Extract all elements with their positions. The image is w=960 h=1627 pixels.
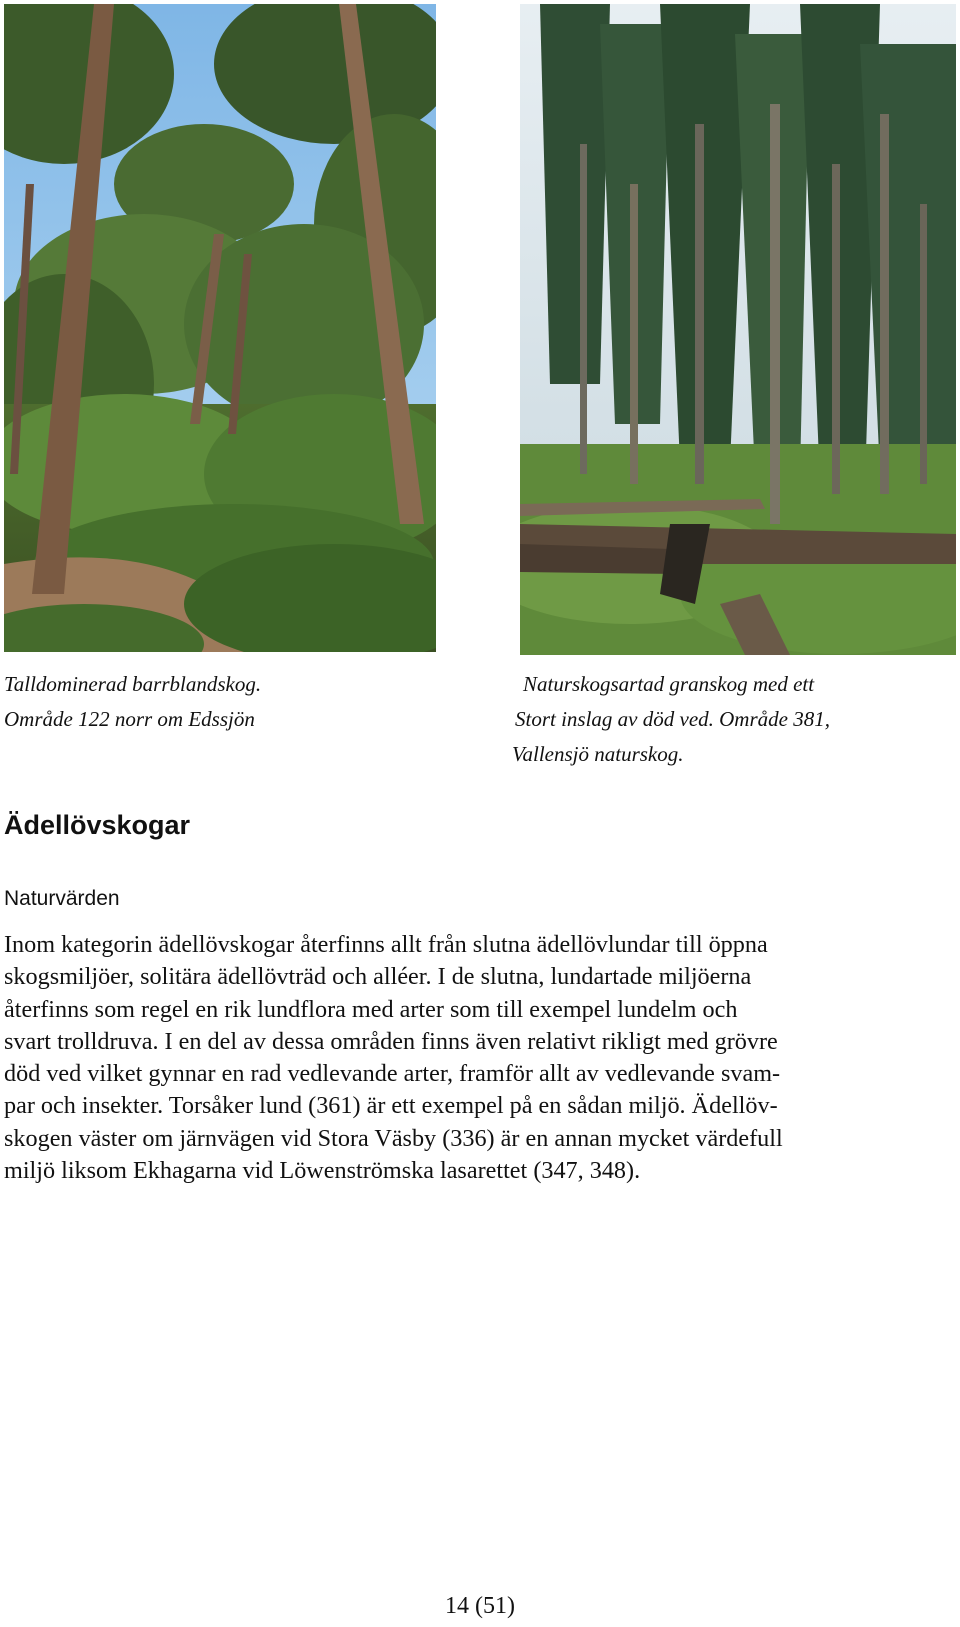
caption-line: Talldominerad barrblandskog. [4, 672, 262, 696]
photo-caption-right [512, 667, 830, 772]
caption-line: Område 122 norr om Edssjön [4, 707, 255, 731]
pine-forest-image [4, 4, 436, 652]
section-subheading: Naturvärden [4, 887, 120, 910]
photo-caption-left [4, 667, 261, 737]
section-heading: Ädellövskogar [4, 810, 191, 840]
paragraph-line: död ved vilket gynnar en rad vedlevande arter, framför allt av vedlevande svam- [4, 1060, 781, 1088]
paragraph-line: återfinns som regel en rik lundflora med arter som till exempel lundelm och [4, 995, 738, 1023]
paragraph-line: skogsmiljöer, solitära ädellövträd och alléer. I de slutna, lundartade miljöerna [4, 963, 752, 991]
caption-line: Vallensjö naturskog. [512, 742, 684, 766]
paragraph-line: miljö liksom Ekhagarna vid Löwenströmska lasarettet (347, 348). [4, 1157, 641, 1185]
paragraph-line: Inom kategorin ädellövskogar återfinns allt från slutna ädellövlundar till öppna [4, 931, 768, 958]
paragraph-line: svart trolldruva. I en del av dessa områden finns även relativt rikligt med grövre [4, 1027, 778, 1055]
spruce-forest-photo [520, 4, 956, 655]
caption-line: Stort inslag av död ved. Område 381, [515, 707, 830, 731]
page-number: 14 (51) [445, 1593, 515, 1619]
pine-forest-photo [4, 4, 436, 652]
spruce-forest-image [520, 4, 956, 655]
caption-line: Naturskogsartad granskog med ett [523, 672, 815, 696]
paragraph-line: par och insekter. Torsåker lund (361) är ett exempel på en sådan miljö. Ädellöv- [4, 1092, 778, 1120]
paragraph-line: skogen väster om järnvägen vid Stora Väsby (336) är en annan mycket värdefull [4, 1124, 783, 1152]
body-paragraph [4, 929, 944, 1187]
